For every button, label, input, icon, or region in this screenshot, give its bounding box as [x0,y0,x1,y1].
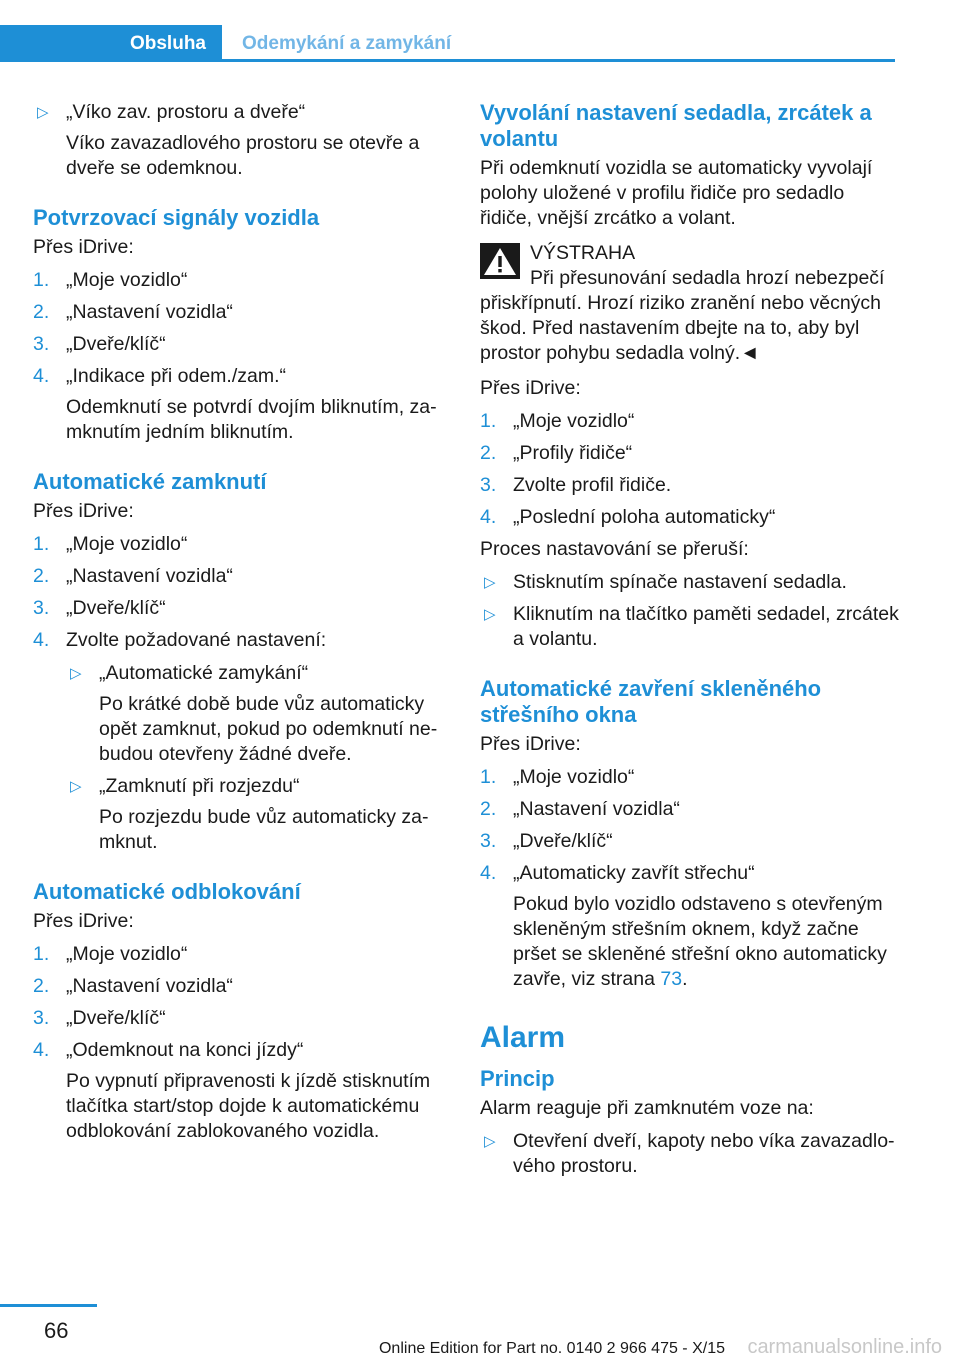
triangle-bullet-icon: ▷ [70,778,82,795]
item-label: „Dveře/klíč“ [513,830,613,852]
warning-triangle-icon [480,243,520,279]
item-label: „Automaticky zavřít střechu“ [513,862,755,884]
list-number: 2. [480,442,497,464]
list-number: 1. [480,410,497,432]
item-description-text: Pokud bylo vozidlo odstaveno s otevřeným skleněným střešním oknem, když začne pršet se skleněné střešní okno automaticky zavře, viz strana [513,893,887,990]
list-item [66,661,453,767]
item-label: „Nastavení vozidla“ [513,798,680,820]
tab-obsluha-label: Obsluha [129,32,206,54]
footer-rule [0,1304,97,1307]
item-label: „Nastavení vozidla“ [66,301,233,323]
section-intro: Alarm reaguje při zamknutém voze na: [480,1097,814,1119]
list-item [480,409,900,434]
item-label: „Moje vozidlo“ [513,410,635,432]
list-number: 2. [33,301,50,323]
triangle-bullet-icon: ▷ [37,104,49,121]
triangle-bullet-icon: ▷ [484,1133,496,1150]
section-intro: Přes iDrive: [33,910,134,932]
list-item [33,596,453,621]
tab-odemykani-label: Odemykání a zamykání [242,32,452,54]
list-item [33,532,453,557]
list-number: 3. [33,1007,50,1029]
item-label: „Dveře/klíč“ [66,597,166,619]
section-title-vyvolani: Vyvolání nastavení sedadla, zrcátek a volantu [480,100,872,151]
section-intro: Přes iDrive: [33,236,134,258]
list-item [33,100,453,181]
item-label: „Odemknout na konci jízdy“ [66,1039,304,1061]
list-item [480,570,900,595]
list-item [33,564,453,589]
edition-text: Online Edition for Part no. 0140 2 966 475 - X/15 [378,1340,725,1357]
item-label: „Profily řidiče“ [513,442,633,464]
item-label: „Moje vozidlo“ [513,766,635,788]
item-label: „Nastavení vozidla“ [66,975,233,997]
item-label: „Víko zav. prostoru a dveře“ [66,101,306,123]
item-description: Po rozjezdu bude vůz automaticky zamknut. [99,806,429,853]
section-title-potvrzovaci: Potvrzovací signály vozidla [33,205,320,230]
section-title-stresni-okno: Automatické zavření skleněného střešního okna [480,676,822,727]
list-item [480,602,900,652]
list-number: 4. [33,1039,50,1061]
list-number: 1. [480,766,497,788]
item-label: Stisknutím spínače nastavení sedadla. [513,571,847,593]
item-label: Zvolte požadované nastavení: [66,629,327,651]
item-label: „Moje vozidlo“ [66,269,188,291]
period: . [682,968,688,990]
list-item [33,364,453,445]
list-number: 4. [480,862,497,884]
section-title-alarm: Alarm [480,1021,566,1054]
item-label: „Moje vozidlo“ [66,943,188,965]
list-item [33,268,453,293]
bullet-list [480,570,900,652]
list-number: 2. [33,565,50,587]
numbered-list [33,942,453,1144]
item-label: „Dveře/klíč“ [66,333,166,355]
section-title-automaticke-zamknuti: Automatické zamknutí [33,469,267,494]
numbered-list [480,765,900,992]
list-item [33,628,453,855]
list-item [480,861,900,992]
list-number: 3. [480,474,497,496]
list-number: 3. [480,830,497,852]
triangle-bullet-icon: ▷ [484,606,496,623]
list-item [33,942,453,967]
interrupt-text: Proces nastavování se přeruší: [480,538,749,560]
list-item [480,765,900,790]
list-number: 4. [480,506,497,528]
list-item [480,441,900,466]
item-label: „Zamknutí při rozjezdu“ [99,775,300,797]
page-link[interactable]: 73 [660,968,683,990]
top-bullet-list [33,100,453,181]
list-item [33,1038,453,1144]
list-item [33,1006,453,1031]
tab-underline [222,59,895,62]
item-description: Po krátké době bude vůz automaticky opět zamknut, pokud po odemknutí nebudou otevřeny žádné dveře. [99,693,438,765]
item-label: „Poslední poloha automaticky“ [513,506,776,528]
list-item [66,774,453,855]
right-column [480,100,900,1186]
item-label: Otevření dveří, kapoty nebo víka zavazadlového prostoru. [513,1130,895,1177]
item-label: Kliknutím na tlačítko paměti sedadel, zrcátek a volantu. [513,603,899,650]
list-number: 1. [33,943,50,965]
item-description: Odemknutí se potvrdí dvojím bliknutím, zamknutím jedním bliknutím. [66,396,437,443]
tab-odemykani[interactable] [222,25,895,62]
item-label: „Moje vozidlo“ [66,533,188,555]
left-column [33,100,453,1151]
list-item [33,332,453,357]
list-number: 2. [33,975,50,997]
section-title-princip: Princip [480,1066,555,1091]
list-number: 2. [480,798,497,820]
warning-title: VÝSTRAHA [530,242,636,264]
list-number: 1. [33,533,50,555]
item-description: Po vypnutí připravenosti k jízdě stisknutím tlačítka start/stop dojde k automatickému odblokování zablokovaného vozidla. [66,1070,431,1142]
section-intro: Přes iDrive: [480,733,581,755]
header-tabs [0,25,895,62]
list-item [480,1129,900,1179]
numbered-list [33,532,453,855]
list-item [33,300,453,325]
list-item [480,829,900,854]
numbered-list [480,409,900,530]
item-label: Zvolte profil řidiče. [513,474,672,496]
item-label: „Automatické zamykání“ [99,662,309,684]
list-number: 3. [33,597,50,619]
warning-text: Při přesunování sedadla hrozí nebezpečí přiskřípnutí. Hrozí riziko zranění nebo věcných škod. Před nastavením dbejte na to, aby byl prostor pohybu sedadla volný.◄ [480,267,885,364]
section-intro: Přes iDrive: [480,377,581,399]
item-label: „Indikace při odem./zam.“ [66,365,286,387]
list-number: 4. [33,365,50,387]
bullet-list [480,1129,900,1179]
list-item [480,505,900,530]
warning-box [480,241,900,366]
list-item [480,473,900,498]
item-label: „Nastavení vozidla“ [66,565,233,587]
item-description [513,892,900,992]
list-number: 4. [33,629,50,651]
list-item [33,974,453,999]
nested-bullet-list [66,661,453,855]
list-number: 1. [33,269,50,291]
numbered-list [33,268,453,445]
tab-obsluha[interactable] [0,25,222,62]
watermark: carmanualsonline.info [747,1336,942,1358]
section-intro: Přes iDrive: [33,500,134,522]
triangle-bullet-icon: ▷ [484,574,496,591]
page-number: 66 [44,1318,69,1343]
section-title-odblokovani: Automatické odblokování [33,879,301,904]
item-description: Víko zavazadlového prostoru se otevře a dveře se odemknou. [66,132,420,179]
section-intro: Při odemknutí vozidla se automaticky vyvolají polohy uložené v profilu řidiče pro sedadlo řidiče, vnější zrcátko a volant. [480,157,873,229]
item-label: „Dveře/klíč“ [66,1007,166,1029]
list-item [480,797,900,822]
triangle-bullet-icon: ▷ [70,665,82,682]
list-number: 3. [33,333,50,355]
